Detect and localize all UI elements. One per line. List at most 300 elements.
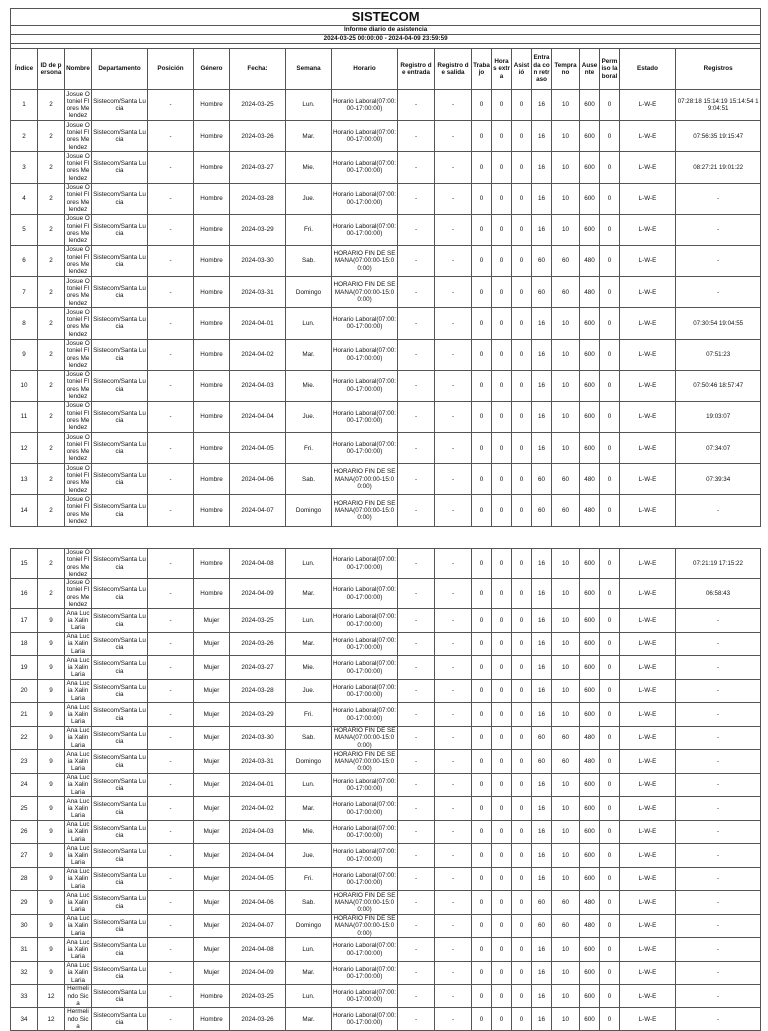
records-cell: 07:34:07 [676,433,761,464]
leave-permit-cell: 0 [600,339,620,370]
date-cell: 2024-03-29 [230,214,286,245]
schedule-cell: Horario Laboral(07:00:00-17:00:00) [332,370,398,401]
absent-cell: 600 [580,549,600,579]
attended-cell: 0 [512,844,532,868]
late-entry-cell: 16 [532,820,552,844]
person-id-cell: 2 [38,495,65,526]
records-cell: 07:50:46 18:57:47 [676,370,761,401]
check-in-cell: - [398,183,435,214]
table-row [11,632,761,656]
person-name-cell: Josue Otoniel Flores Melendez [66,277,90,307]
date-cell: 2024-04-01 [230,773,286,797]
late-entry-cell: 60 [532,914,552,938]
early-leave-cell: 10 [552,214,580,245]
late-entry-cell: 60 [532,245,552,276]
leave-permit-cell: 0 [600,820,620,844]
position-cell: - [148,844,194,868]
schedule-cell: HORARIO FIN DE SEMANA(07:00:00-15:00:00) [332,914,398,938]
absent-cell: 480 [580,277,600,308]
person-id-cell: 9 [38,844,65,868]
leave-permit-cell: 0 [600,245,620,276]
position-cell: - [148,152,194,183]
status-cell: L-W-E [620,214,676,245]
schedule-cell: Horario Laboral(07:00:00-17:00:00) [332,1008,398,1031]
overtime-cell: 0 [492,152,512,183]
person-id-cell: 9 [38,656,65,680]
status-cell: L-W-E [620,579,676,609]
date-cell: 2024-03-25 [230,90,286,121]
gender-cell: Hombre [194,579,230,609]
status-cell: L-W-E [620,961,676,985]
attended-cell: 0 [512,797,532,821]
overtime-cell: 0 [492,464,512,495]
status-cell: L-W-E [620,245,676,276]
schedule-cell: Horario Laboral(07:00:00-17:00:00) [332,152,398,183]
early-leave-cell: 60 [552,891,580,915]
schedule-cell: HORARIO FIN DE SEMANA(07:00:00-15:00:00) [332,464,398,495]
table-row [11,464,761,495]
row-index-cell: 30 [11,914,38,938]
person-id-cell: 2 [38,549,65,579]
absent-cell: 600 [580,90,600,121]
person-name-cell: Josue Otoniel Flores Melendez [66,90,90,120]
date-cell: 2024-03-28 [230,183,286,214]
early-leave-cell: 10 [552,1008,580,1031]
schedule-cell: Horario Laboral(07:00:00-17:00:00) [332,797,398,821]
row-index-cell: 14 [11,495,38,526]
row-index-cell: 1 [11,90,38,121]
work-cell: 0 [472,370,492,401]
person-id-cell: 2 [38,401,65,432]
position-cell: - [148,867,194,891]
overtime-cell: 0 [492,549,512,579]
work-cell: 0 [472,656,492,680]
leave-permit-cell: 0 [600,797,620,821]
column-header: Nombre [65,49,92,90]
row-index-cell: 15 [11,549,38,579]
status-cell: L-W-E [620,632,676,656]
weekday-cell: Lun. [286,938,332,962]
date-cell: 2024-03-26 [230,1008,286,1031]
early-leave-cell: 10 [552,773,580,797]
weekday-cell: Sab. [286,464,332,495]
overtime-cell: 0 [492,820,512,844]
leave-permit-cell: 0 [600,90,620,121]
absent-cell: 600 [580,844,600,868]
overtime-cell: 0 [492,370,512,401]
gender-cell: Hombre [194,277,230,308]
work-cell: 0 [472,632,492,656]
work-cell: 0 [472,152,492,183]
records-cell: - [676,985,761,1008]
schedule-cell: HORARIO FIN DE SEMANA(07:00:00-15:00:00) [332,277,398,308]
early-leave-cell: 10 [552,121,580,152]
check-in-cell: - [398,679,435,703]
date-cell: 2024-04-03 [230,370,286,401]
early-leave-cell: 10 [552,579,580,609]
gender-cell: Mujer [194,938,230,962]
status-cell: L-W-E [620,277,676,308]
position-cell: - [148,797,194,821]
gender-cell: Mujer [194,961,230,985]
department-cell: Sistecom/Santa Lucia [92,549,148,579]
date-cell: 2024-04-07 [230,495,286,526]
table-row [11,152,761,183]
early-leave-cell: 10 [552,656,580,680]
department-cell: Sistecom/Santa Lucia [92,985,148,1008]
schedule-cell: Horario Laboral(07:00:00-17:00:00) [332,679,398,703]
status-cell: L-W-E [620,495,676,526]
leave-permit-cell: 0 [600,609,620,633]
row-index-cell: 7 [11,277,38,308]
department-cell: Sistecom/Santa Lucia [92,844,148,868]
position-cell: - [148,549,194,579]
gender-cell: Mujer [194,726,230,750]
check-in-cell: - [398,938,435,962]
date-cell: 2024-04-05 [230,433,286,464]
gender-cell: Mujer [194,703,230,727]
header-row [11,49,761,90]
table-row [11,495,761,526]
gender-cell: Mujer [194,750,230,774]
weekday-cell: Fri. [286,703,332,727]
work-cell: 0 [472,679,492,703]
check-in-cell: - [398,495,435,526]
records-cell: - [676,632,761,656]
department-cell: Sistecom/Santa Lucia [92,579,148,609]
date-cell: 2024-04-05 [230,867,286,891]
check-out-cell: - [435,433,472,464]
status-cell: L-W-E [620,549,676,579]
department-cell: Sistecom/Santa Lucia [92,656,148,680]
overtime-cell: 0 [492,797,512,821]
weekday-cell: Mar. [286,121,332,152]
check-in-cell: - [398,1008,435,1031]
attended-cell: 0 [512,121,532,152]
column-header: Género [194,49,230,90]
table-row [11,938,761,962]
schedule-cell: HORARIO FIN DE SEMANA(07:00:00-15:00:00) [332,495,398,526]
gender-cell: Mujer [194,914,230,938]
person-name-cell: Josue Otoniel Flores Melendez [66,464,90,494]
absent-cell: 600 [580,632,600,656]
gender-cell: Hombre [194,90,230,121]
overtime-cell: 0 [492,308,512,339]
weekday-cell: Sab. [286,726,332,750]
absent-cell: 600 [580,867,600,891]
check-out-cell: - [435,820,472,844]
attended-cell: 0 [512,464,532,495]
weekday-cell: Lun. [286,90,332,121]
date-cell: 2024-04-06 [230,464,286,495]
absent-cell: 600 [580,961,600,985]
work-cell: 0 [472,609,492,633]
attended-cell: 0 [512,401,532,432]
status-cell: L-W-E [620,985,676,1008]
weekday-cell: Mar. [286,797,332,821]
date-cell: 2024-03-27 [230,656,286,680]
schedule-cell: HORARIO FIN DE SEMANA(07:00:00-15:00:00) [332,726,398,750]
schedule-cell: Horario Laboral(07:00:00-17:00:00) [332,703,398,727]
work-cell: 0 [472,121,492,152]
leave-permit-cell: 0 [600,433,620,464]
date-cell: 2024-03-26 [230,632,286,656]
records-cell: - [676,773,761,797]
leave-permit-cell: 0 [600,495,620,526]
records-cell: - [676,820,761,844]
weekday-cell: Domingo [286,750,332,774]
gender-cell: Hombre [194,985,230,1008]
person-name-cell: Ana Lucia Xalin Laria [66,844,90,867]
work-cell: 0 [472,495,492,526]
leave-permit-cell: 0 [600,549,620,579]
schedule-cell: Horario Laboral(07:00:00-17:00:00) [332,183,398,214]
gender-cell: Mujer [194,891,230,915]
gender-cell: Mujer [194,679,230,703]
schedule-cell: Horario Laboral(07:00:00-17:00:00) [332,401,398,432]
work-cell: 0 [472,183,492,214]
date-cell: 2024-03-31 [230,750,286,774]
department-cell: Sistecom/Santa Lucia [92,773,148,797]
absent-cell: 600 [580,433,600,464]
check-in-cell: - [398,985,435,1008]
early-leave-cell: 10 [552,183,580,214]
person-name-cell: Josue Otoniel Flores Melendez [66,579,90,609]
person-id-cell: 2 [38,121,65,152]
check-out-cell: - [435,121,472,152]
table-row [11,1008,761,1031]
report-page-1 [10,8,760,527]
overtime-cell: 0 [492,401,512,432]
attended-cell: 0 [512,549,532,579]
overtime-cell: 0 [492,90,512,121]
attended-cell: 0 [512,726,532,750]
early-leave-cell: 10 [552,90,580,121]
person-name-cell: Josue Otoniel Flores Melendez [66,215,90,245]
overtime-cell: 0 [492,844,512,868]
absent-cell: 600 [580,121,600,152]
leave-permit-cell: 0 [600,152,620,183]
department-cell: Sistecom/Santa Lucia [92,914,148,938]
status-cell: L-W-E [620,844,676,868]
date-cell: 2024-04-04 [230,401,286,432]
person-id-cell: 9 [38,726,65,750]
status-cell: L-W-E [620,152,676,183]
department-cell: Sistecom/Santa Lucia [92,245,148,276]
column-header: Entrada con retraso [532,49,552,90]
absent-cell: 600 [580,214,600,245]
position-cell: - [148,464,194,495]
person-name-cell: Josue Otoniel Flores Melendez [66,340,90,369]
status-cell: L-W-E [620,1008,676,1031]
status-cell: L-W-E [620,183,676,214]
work-cell: 0 [472,938,492,962]
report-subtitle: Informe diario de asistencia [11,26,761,35]
work-cell: 0 [472,339,492,370]
schedule-cell: Horario Laboral(07:00:00-17:00:00) [332,121,398,152]
overtime-cell: 0 [492,891,512,915]
absent-cell: 600 [580,703,600,727]
person-id-cell: 9 [38,961,65,985]
check-out-cell: - [435,339,472,370]
department-cell: Sistecom/Santa Lucia [92,961,148,985]
late-entry-cell: 16 [532,214,552,245]
date-cell: 2024-04-08 [230,938,286,962]
position-cell: - [148,433,194,464]
report-date-range: 2024-03-25 00:00:00 - 2024-04-09 23:59:59 [11,35,761,44]
check-in-cell: - [398,308,435,339]
late-entry-cell: 16 [532,152,552,183]
gender-cell: Mujer [194,867,230,891]
late-entry-cell: 16 [532,339,552,370]
check-out-cell: - [435,401,472,432]
position-cell: - [148,820,194,844]
records-cell: 07:21:19 17:15:22 [676,549,761,579]
weekday-cell: Fri. [286,214,332,245]
table-row [11,656,761,680]
check-in-cell: - [398,433,435,464]
overtime-cell: 0 [492,679,512,703]
row-index-cell: 34 [11,1008,38,1031]
department-cell: Sistecom/Santa Lucia [92,726,148,750]
department-cell: Sistecom/Santa Lucia [92,339,148,370]
person-id-cell: 12 [38,1008,65,1031]
position-cell: - [148,703,194,727]
row-index-cell: 33 [11,985,38,1008]
person-id-cell: 9 [38,820,65,844]
column-header: Fecha: [230,49,286,90]
person-name-cell: Hermelindo Sica [65,1008,92,1031]
late-entry-cell: 16 [532,985,552,1008]
overtime-cell: 0 [492,726,512,750]
position-cell: - [148,914,194,938]
position-cell: - [148,339,194,370]
check-in-cell: - [398,90,435,121]
row-index-cell: 23 [11,750,38,774]
row-index-cell: 16 [11,579,38,609]
late-entry-cell: 16 [532,632,552,656]
date-cell: 2024-04-08 [230,549,286,579]
late-entry-cell: 16 [532,549,552,579]
late-entry-cell: 16 [532,773,552,797]
absent-cell: 600 [580,609,600,633]
overtime-cell: 0 [492,914,512,938]
records-cell: - [676,726,761,750]
table-row [11,121,761,152]
row-index-cell: 4 [11,183,38,214]
records-cell: - [676,891,761,915]
late-entry-cell: 16 [532,797,552,821]
absent-cell: 600 [580,370,600,401]
weekday-cell: Jue. [286,183,332,214]
late-entry-cell: 16 [532,938,552,962]
schedule-cell: Horario Laboral(07:00:00-17:00:00) [332,820,398,844]
date-cell: 2024-03-31 [230,277,286,308]
late-entry-cell: 16 [532,609,552,633]
absent-cell: 600 [580,339,600,370]
absent-cell: 480 [580,750,600,774]
check-out-cell: - [435,90,472,121]
records-cell: - [676,914,761,938]
check-out-cell: - [435,773,472,797]
early-leave-cell: 60 [552,245,580,276]
gender-cell: Mujer [194,773,230,797]
early-leave-cell: 10 [552,339,580,370]
work-cell: 0 [472,1008,492,1031]
overtime-cell: 0 [492,245,512,276]
check-out-cell: - [435,703,472,727]
records-cell: - [676,656,761,680]
attended-cell: 0 [512,703,532,727]
work-cell: 0 [472,750,492,774]
early-leave-cell: 10 [552,938,580,962]
position-cell: - [148,1008,194,1031]
absent-cell: 600 [580,938,600,962]
check-in-cell: - [398,844,435,868]
schedule-cell: HORARIO FIN DE SEMANA(07:00:00-15:00:00) [332,891,398,915]
check-out-cell: - [435,183,472,214]
overtime-cell: 0 [492,183,512,214]
gender-cell: Hombre [194,401,230,432]
early-leave-cell: 10 [552,152,580,183]
check-in-cell: - [398,914,435,938]
position-cell: - [148,726,194,750]
date-cell: 2024-03-25 [230,985,286,1008]
gender-cell: Mujer [194,844,230,868]
person-id-cell: 2 [38,370,65,401]
position-cell: - [148,90,194,121]
gender-cell: Hombre [194,183,230,214]
department-cell: Sistecom/Santa Lucia [92,277,148,308]
status-cell: L-W-E [620,914,676,938]
attended-cell: 0 [512,750,532,774]
check-out-cell: - [435,1008,472,1031]
schedule-cell: Horario Laboral(07:00:00-17:00:00) [332,985,398,1008]
check-in-cell: - [398,632,435,656]
row-index-cell: 24 [11,773,38,797]
person-id-cell: 9 [38,679,65,703]
records-cell: - [676,797,761,821]
check-in-cell: - [398,797,435,821]
column-header: Registros [676,49,761,90]
table-row [11,183,761,214]
records-cell: - [676,214,761,245]
attended-cell: 0 [512,891,532,915]
records-cell: - [676,183,761,214]
attended-cell: 0 [512,214,532,245]
check-out-cell: - [435,750,472,774]
records-cell: - [676,1008,761,1031]
leave-permit-cell: 0 [600,656,620,680]
position-cell: - [148,308,194,339]
row-index-cell: 2 [11,121,38,152]
check-out-cell: - [435,245,472,276]
weekday-cell: Fri. [286,867,332,891]
late-entry-cell: 60 [532,726,552,750]
row-index-cell: 32 [11,961,38,985]
work-cell: 0 [472,773,492,797]
person-name-cell: Ana Lucia Xalin Laria [66,609,90,632]
attended-cell: 0 [512,152,532,183]
late-entry-cell: 16 [532,579,552,609]
table-row [11,985,761,1008]
schedule-cell: HORARIO FIN DE SEMANA(07:00:00-15:00:00) [332,245,398,276]
date-cell: 2024-04-06 [230,891,286,915]
work-cell: 0 [472,961,492,985]
person-name-cell: Josue Otoniel Flores Melendez [66,402,90,432]
person-name-cell: Josue Otoniel Flores Melendez [66,246,90,276]
work-cell: 0 [472,797,492,821]
